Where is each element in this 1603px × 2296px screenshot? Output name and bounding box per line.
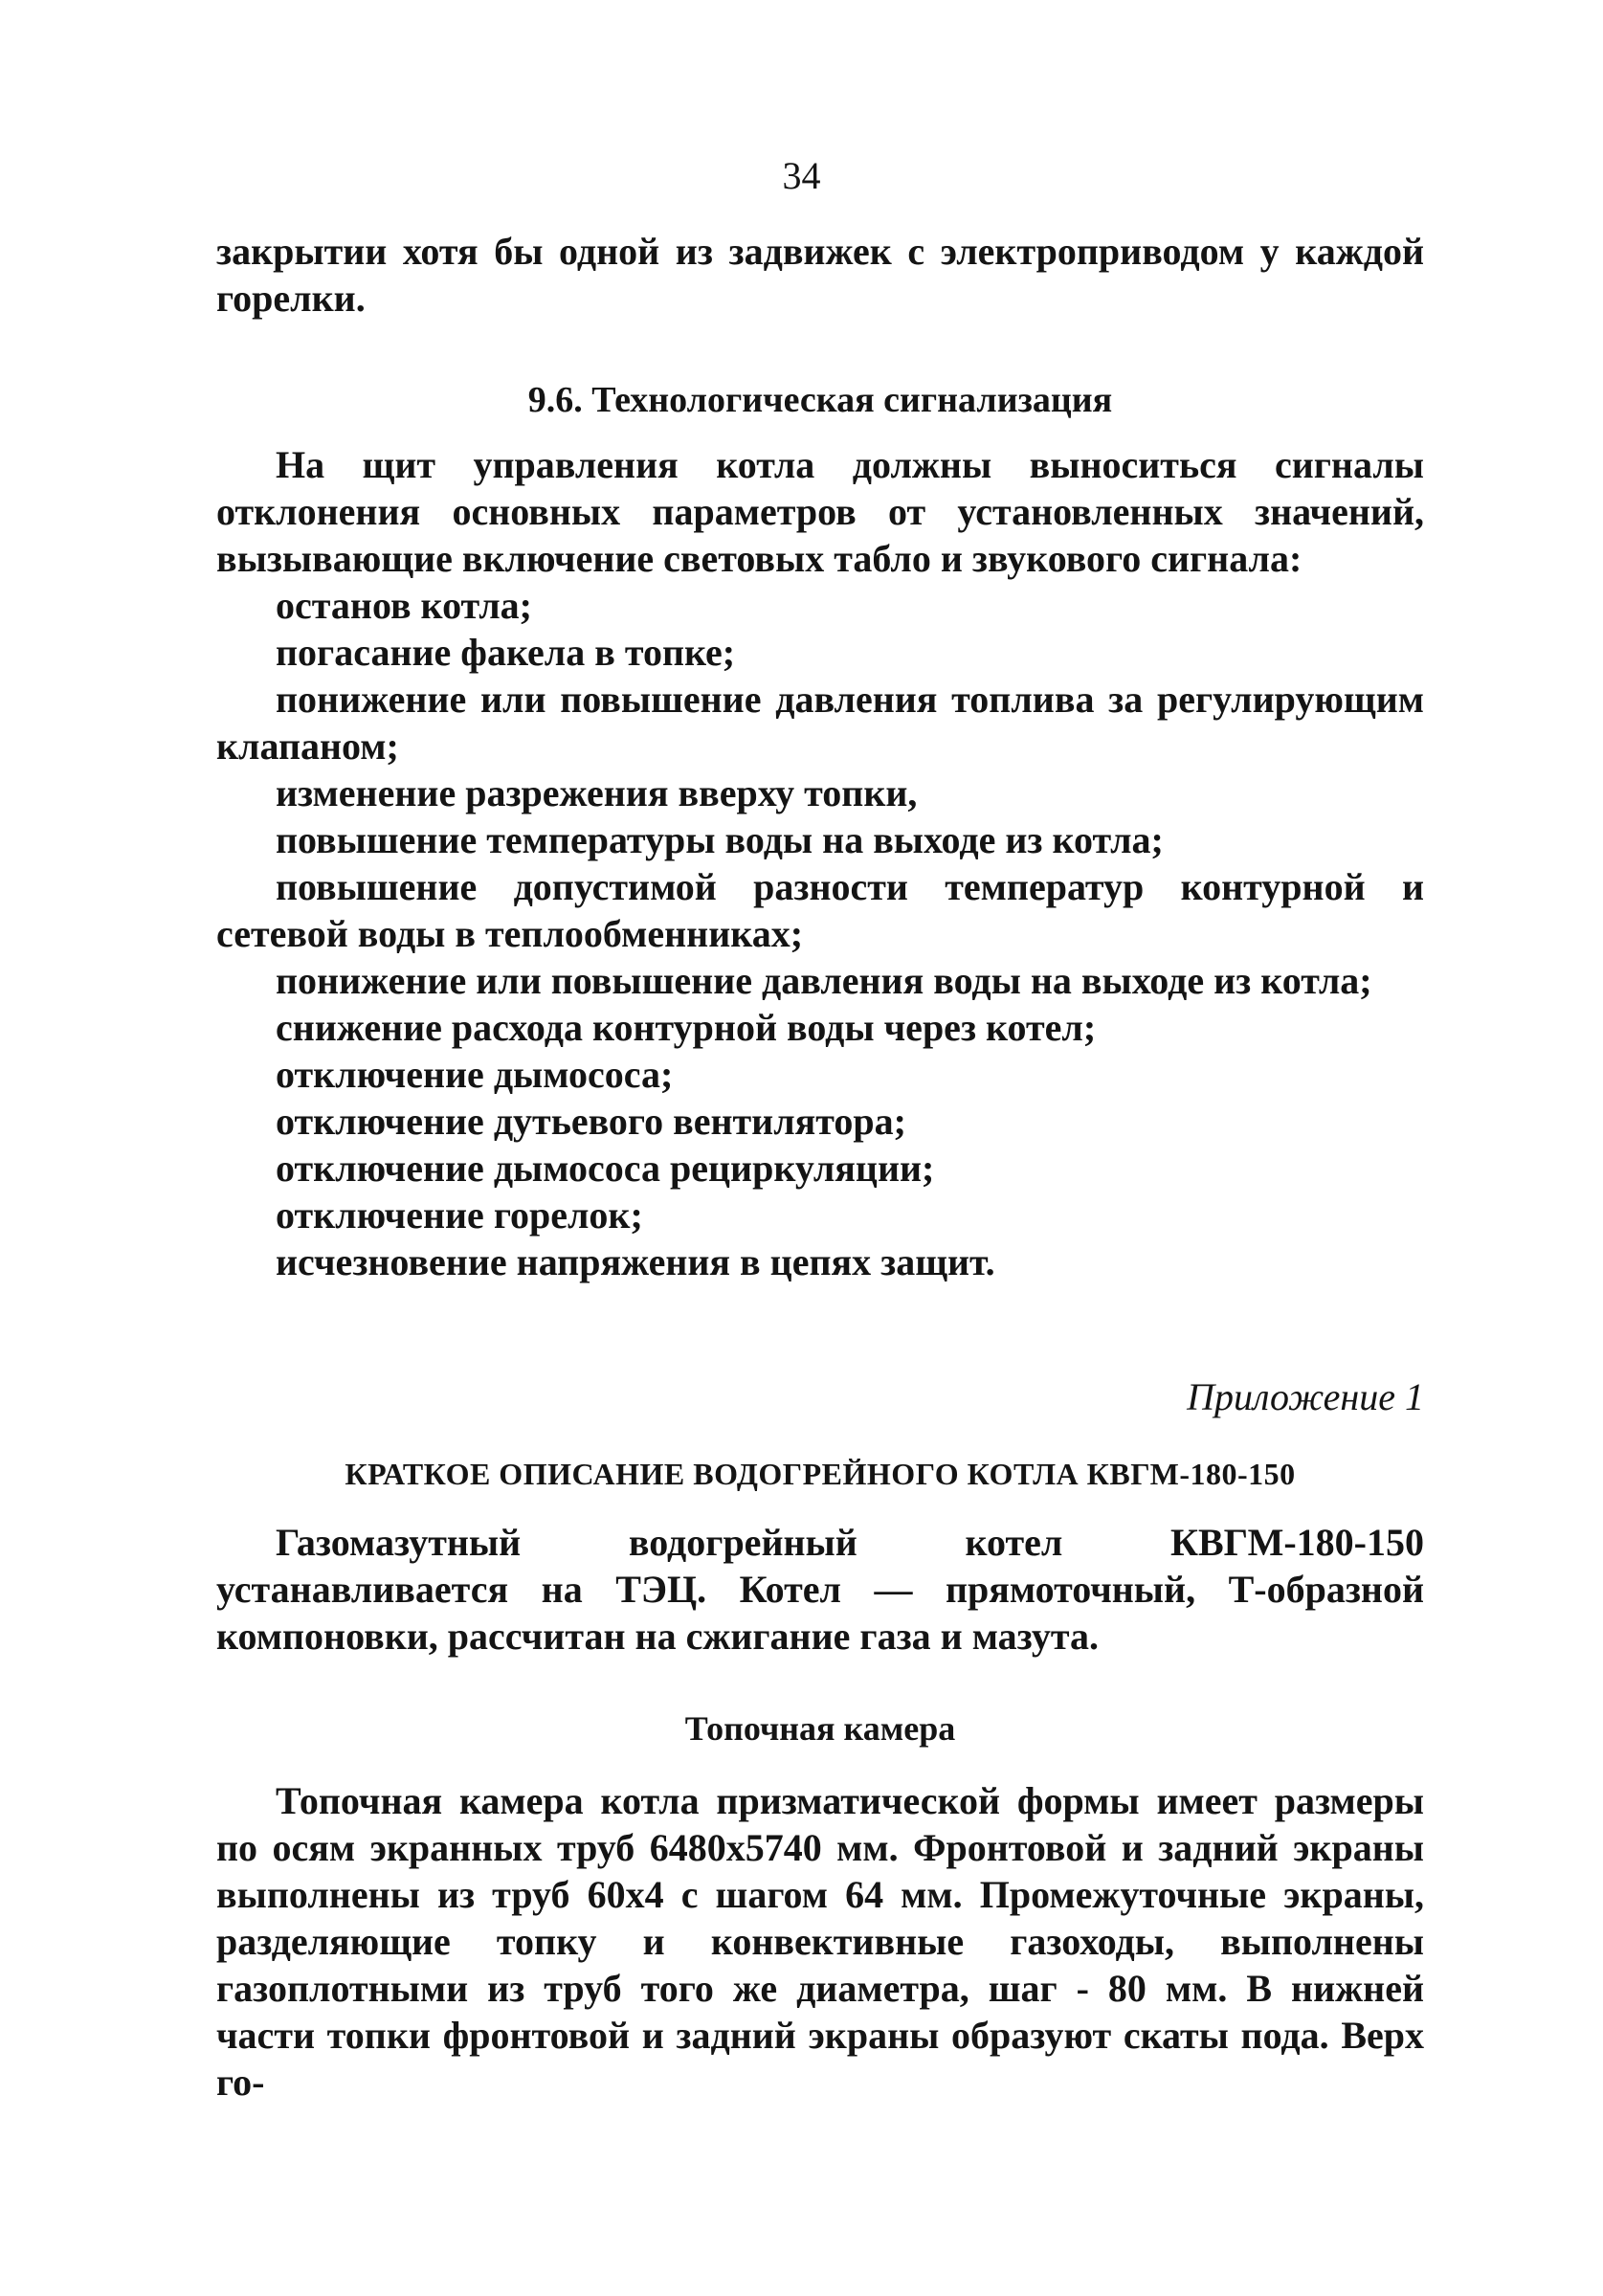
page-number: 34 <box>782 154 821 197</box>
signal-list-item: исчезновение напряжения в цепях защит. <box>276 1240 995 1283</box>
section-heading: 9.6. Технологическая сигнализация <box>527 380 1113 420</box>
signal-list-item: изменение разрежения вверху топки, <box>276 771 918 814</box>
signal-list-item: погасание факела в топке; <box>276 631 736 674</box>
signal-list-item: отключение дымососа; <box>276 1053 674 1096</box>
section-intro-paragraph: На щит управления котла должны выноситься сигналы отклонения основных параметров от установленных значений, вызывающие включение световых табло и звукового сигнала: <box>216 443 1424 580</box>
signal-list-item: понижение или повышение давления топлива за регулирующим клапаном; <box>216 678 1424 768</box>
signal-list-item: останов котла; <box>276 584 532 627</box>
subsection-paragraph: Топочная камера котла призматической формы имеет размеры по осям экранных труб 6480х5740 мм. Фронтовой и задний экраны выполнены из труб 60х4 с шагом 64 мм. Промежуточные экраны, разделяющие топку и конвективные газоходы, выполнены газоплотными из труб того же диаметра, шаг - 80 мм. В нижней части топки фронтовой и задний экраны образуют скаты пода. Верх го- <box>216 1779 1424 2104</box>
signal-list-item: отключение дымососа рециркуляции; <box>276 1147 935 1190</box>
appendix-label: Приложение 1 <box>1187 1375 1424 1418</box>
appendix-intro-paragraph: Газомазутный водогрейный котел КВГМ-180-150 устанавливается на ТЭЦ. Котел — прямоточный, Т-образной компоновки, рассчитан на сжигание газа и мазута. <box>216 1521 1424 1658</box>
signal-list <box>216 582 1424 1285</box>
subsection-heading: Топочная камера <box>684 1709 956 1748</box>
signal-list-item: отключение горелок; <box>276 1193 643 1237</box>
document-body <box>216 228 1424 2106</box>
signal-list-item: снижение расхода контурной воды через котел; <box>276 1006 1097 1049</box>
signal-list-item: понижение или повышение давления воды на выходе из котла; <box>276 959 1372 1002</box>
appendix-title: КРАТКОЕ ОПИСАНИЕ ВОДОГРЕЙНОГО КОТЛА КВГМ-180-150 <box>345 1457 1296 1491</box>
continuation-paragraph: закрытии хотя бы одной из задвижек с электроприводом у каждой горелки. <box>216 230 1424 320</box>
signal-list-item: отключение дутьевого вентилятора; <box>276 1100 906 1143</box>
signal-list-item: повышение допустимой разности температур контурной и сетевой воды в теплообменниках; <box>216 865 1424 955</box>
signal-list-item: повышение температуры воды на выходе из котла; <box>276 818 1164 861</box>
